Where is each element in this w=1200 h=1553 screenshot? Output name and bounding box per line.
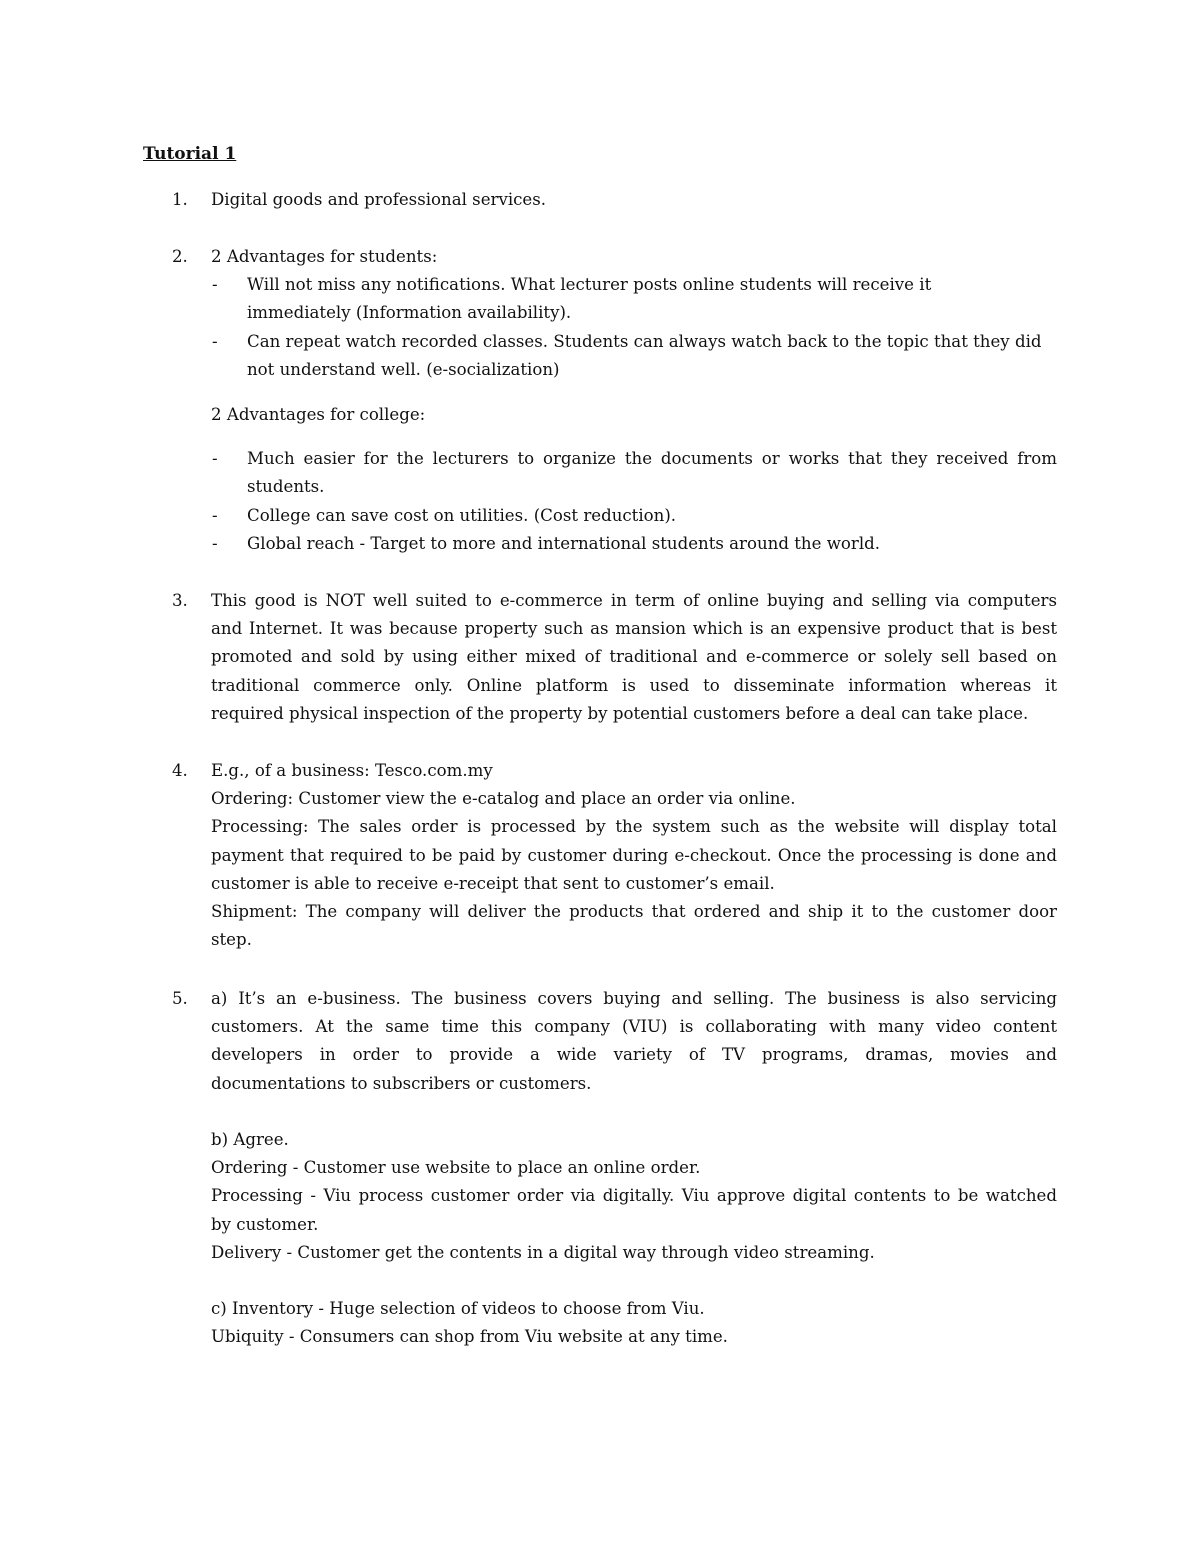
spacer <box>211 384 1057 401</box>
list-item-line: immediately (Information availability). <box>247 303 572 323</box>
part-a-line: a) It’s an e-business. The business covers buying and selling. The business is also servicing <box>211 989 1057 1008</box>
college-advantages-list <box>211 445 1057 558</box>
list-item-line: Global reach - Target to more and international students around the world. <box>247 533 881 553</box>
processing-line: payment that required to be paid by customer during e-checkout. Once the processing is done and <box>211 845 1057 865</box>
list-item <box>211 502 1057 530</box>
answer-5-number: 5. <box>172 989 188 1008</box>
shipment-line: Shipment: The company will deliver the products that ordered and ship it to the customer door <box>211 901 1057 921</box>
spacer <box>211 429 1057 445</box>
college-heading: 2 Advantages for college: <box>211 405 426 425</box>
shipment-line: step. <box>211 930 252 950</box>
answer-2-number: 2. <box>172 247 188 266</box>
spacer <box>211 1098 1057 1126</box>
list-item <box>211 530 1057 558</box>
bullet-dash: - <box>212 275 218 295</box>
part-a-line: developers in order to provide a wide variety of TV programs, dramas, movies and <box>211 1045 1057 1065</box>
part-c-inventory: c) Inventory - Huge selection of videos to choose from Viu. <box>211 1299 705 1319</box>
part-a-line: documentations to subscribers or customers. <box>211 1073 592 1093</box>
bullet-dash: - <box>212 505 218 525</box>
example-business-line: E.g., of a business: Tesco.com.my <box>211 761 493 780</box>
paragraph-line: required physical inspection of the property by potential customers before a deal can take place. <box>211 703 1029 723</box>
answer-5-body <box>211 985 1057 1352</box>
answer-1-text: Digital goods and professional services. <box>211 190 547 209</box>
students-heading: 2 Advantages for students: <box>211 247 438 266</box>
paragraph-line: and Internet. It was because property such as mansion which is an expensive product that is best <box>211 619 1057 639</box>
list-item-line: Can repeat watch recorded classes. Students can always watch back to the topic that they did <box>247 331 1042 351</box>
list-item-line: College can save cost on utilities. (Cost reduction). <box>247 505 677 525</box>
bullet-dash: - <box>212 331 218 351</box>
list-item-line: Will not miss any notifications. What lecturer posts online students will receive it <box>247 275 932 295</box>
part-c-ubiquity: Ubiquity - Consumers can shop from Viu website at any time. <box>211 1327 728 1347</box>
part-b-ordering: Ordering - Customer use website to place an online order. <box>211 1158 701 1178</box>
students-advantages-list <box>211 271 1057 384</box>
list-item <box>211 445 1057 501</box>
list-item-line: students. <box>247 477 325 497</box>
answer-1-number: 1. <box>172 190 188 209</box>
list-item <box>211 328 1057 384</box>
paragraph-line: traditional commerce only. Online platform is used to disseminate information whereas it <box>211 675 1057 695</box>
list-item <box>211 271 1057 327</box>
answer-2-body <box>211 243 1057 558</box>
part-b-processing-line: Processing - Viu process customer order via digitally. Viu approve digital contents to be watched <box>211 1186 1057 1206</box>
processing-line: Processing: The sales order is processed by the system such as the website will display total <box>211 817 1057 837</box>
list-item-line: Much easier for the lecturers to organize the documents or works that they received from <box>247 449 1057 469</box>
document-title: Tutorial 1 <box>143 144 237 164</box>
part-b-agree: b) Agree. <box>211 1129 289 1149</box>
ordering-line: Ordering: Customer view the e-catalog and place an order via online. <box>211 789 796 809</box>
answer-4-body <box>211 757 1057 954</box>
part-b-processing-line: by customer. <box>211 1214 319 1234</box>
bullet-dash: - <box>212 449 218 469</box>
processing-line: customer is able to receive e-receipt that sent to customer’s email. <box>211 873 775 893</box>
paragraph-line: This good is NOT well suited to e-commerce in term of online buying and selling via computers <box>211 591 1057 610</box>
paragraph-line: promoted and sold by using either mixed of traditional and e-commerce or solely sell based on <box>211 647 1057 667</box>
part-b-delivery: Delivery - Customer get the contents in a digital way through video streaming. <box>211 1242 875 1262</box>
spacer <box>211 1267 1057 1295</box>
bullet-dash: - <box>212 533 218 553</box>
answer-4-number: 4. <box>172 761 188 780</box>
answer-3-body <box>211 587 1057 728</box>
list-item-line: not understand well. (e-socialization) <box>247 359 560 379</box>
answer-1-body <box>211 186 1057 214</box>
answer-3-number: 3. <box>172 591 188 610</box>
part-a-line: customers. At the same time this company (VIU) is collaborating with many video content <box>211 1017 1057 1037</box>
